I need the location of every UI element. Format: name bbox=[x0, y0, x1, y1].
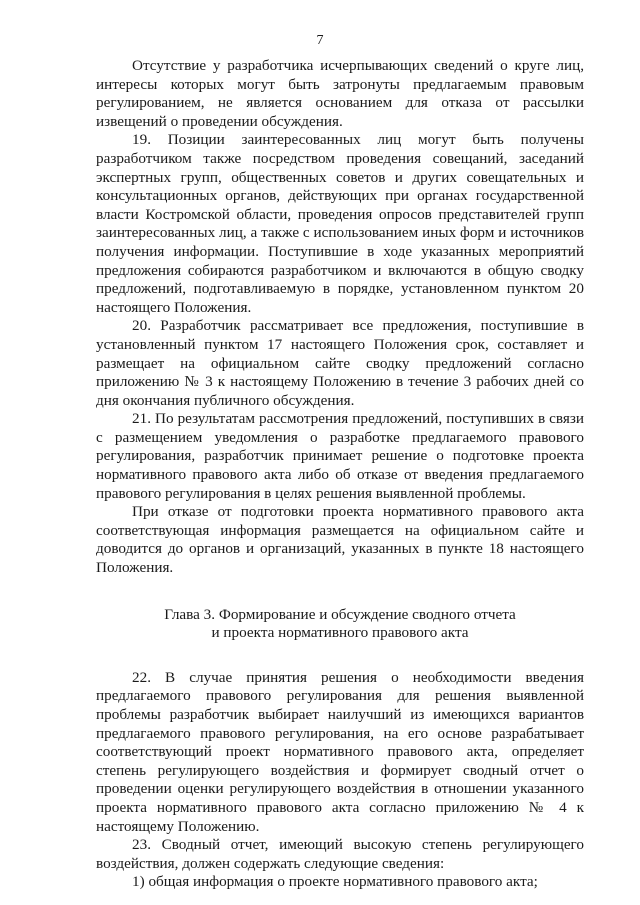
page-number: 7 bbox=[316, 33, 324, 48]
paragraph-23: 23. Сводный отчет, имеющий высокую степень регулирующего воздействия, должен содержать следующие сведения: bbox=[96, 836, 584, 872]
paragraph-refusal: При отказе от подготовки проекта нормативного правового акта соответствующая информация размещается на официальном сайте и доводится до органов и организаций, указанных в пункте 18 настоящего Положения. bbox=[96, 503, 584, 577]
paragraph-21: 21. По результатам рассмотрения предложений, поступивших в связи с размещением уведомления о разработке предлагаемого правового регулирования, разработчик принимает решение о подготовке проекта нормативного правового акта либо об отказе от введения предлагаемого правового регулирования в целях решения выявленной проблемы. bbox=[96, 410, 584, 502]
paragraph-22: 22. В случае принятия решения о необходимости введения предлагаемого правового регулирования для решения выявленной проблемы разработчик выбирает наилучший из имеющихся вариантов предлагаемого правового регулирования, на его основе разрабатывает соответствующий проект нормативного правового акта, определяет степень регулирующего воздействия и формирует сводный отчет о проведении оценки регулирующего воздействия в отношении указанного проекта нормативного правового акта согласно приложению № 4 к настоящему Положению. bbox=[96, 668, 584, 835]
paragraph-notification-gap: Отсутствие у разработчика исчерпывающих сведений о круге лиц, интересы которых могут быть затронуты предлагаемым правовым регулированием, не является основанием для отказа от рассылки извещений о проведении обсуждения. bbox=[96, 57, 584, 130]
paragraph-20: 20. Разработчик рассматривает все предложения, поступившие в установленный пунктом 17 настоящего Положения срок, составляет и размещает на официальном сайте сводку предложений согласно приложению № 3 к настоящему Положению в течение 3 рабочих дней со дня окончания публичного обсуждения. bbox=[96, 317, 584, 409]
paragraph-19: 19. Позиции заинтересованных лиц могут быть получены разработчиком также посредством проведения совещаний, заседаний экспертных групп, общественных советов и других совещательных и консультационных органов, действующих при органах государственной власти Костромской области, проведения опросов представителей групп заинтересованных лиц, а также с использованием иных форм и источников получения информации. Поступившие в ходе указанных мероприятий предложения собираются разработчиком и включаются в общую сводку предложений, подготавливаемую в порядке, установленном пунктом 20 настоящего Положения. bbox=[96, 131, 584, 316]
chapter-heading bbox=[96, 606, 584, 643]
chapter-heading-line-1: Глава 3. Формирование и обсуждение сводного отчета bbox=[164, 605, 516, 623]
chapter-heading-line-2: и проекта нормативного правового акта bbox=[211, 624, 469, 642]
paragraph-23-item-1: 1) общая информация о проекте нормативного правового акта; bbox=[132, 873, 538, 891]
document-body bbox=[96, 57, 584, 892]
